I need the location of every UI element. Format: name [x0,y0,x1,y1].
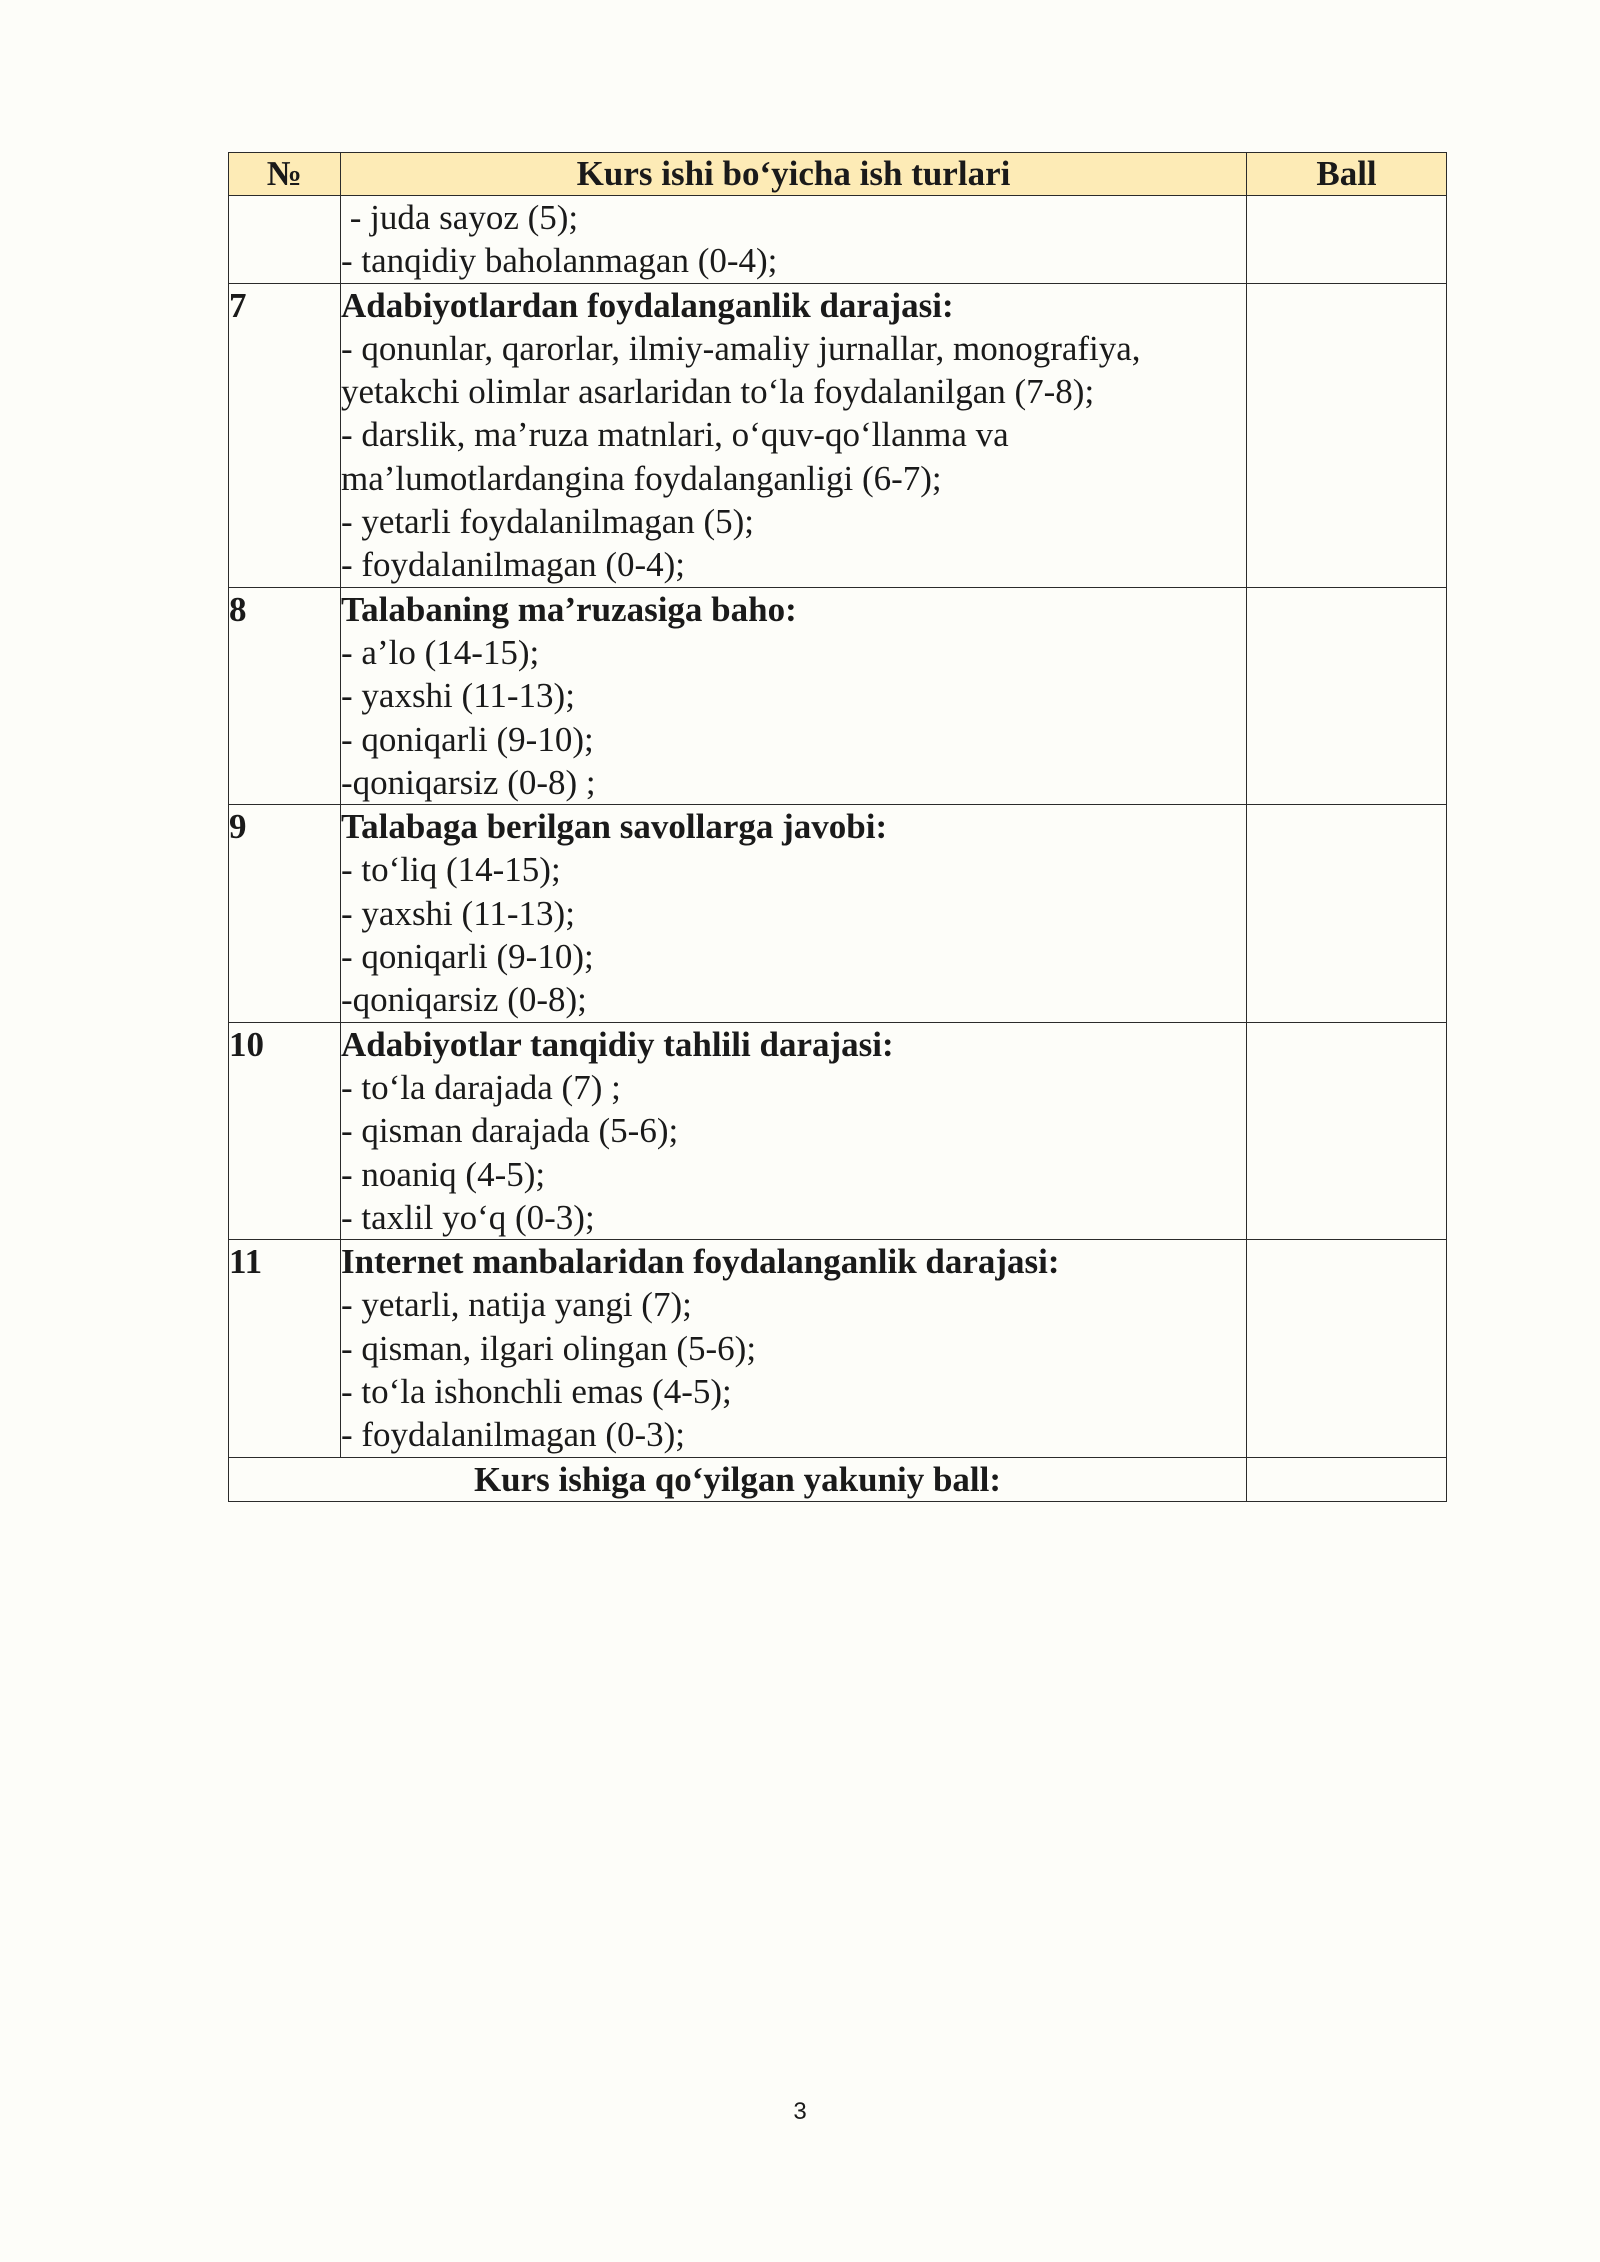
criterion-line: - yetarli foydalanilmagan (5); [341,502,755,542]
header-work-types: Kurs ishi bo‘yicha ish turlari [341,153,1247,196]
table-row [229,805,1447,1022]
header-score: Ball [1247,153,1447,196]
criterion-line: - qoniqarli (9-10); [341,719,594,759]
row-number: 9 [229,805,341,1022]
score-cell [1247,1240,1447,1457]
criterion-line: -qoniqarsiz (0-8) ; [341,762,596,802]
table-row [229,196,1447,284]
criterion-line: - yaxshi (11-13); [341,676,575,716]
criterion-line: - to‘liq (14-15); [341,850,561,890]
table-row [229,1022,1447,1239]
row-number: 8 [229,587,341,804]
criterion-line: - tanqidiy baholanmagan (0-4); [341,241,778,281]
row-description [341,1022,1247,1239]
total-score-cell [1247,1457,1447,1501]
criterion-line: - qisman, ilgari olingan (5-6); [341,1328,757,1368]
total-row [229,1457,1447,1501]
row-description [341,587,1247,804]
criterion-line: - taxlil yo‘q (0-3); [341,1197,595,1237]
criterion-title: Adabiyotlar tanqidiy tahlili darajasi: [341,1024,894,1064]
criterion-title: Adabiyotlardan foydalanganlik darajasi: [341,285,954,325]
table-header-row [229,153,1447,196]
grading-table [228,152,1447,1502]
table-row [229,587,1447,804]
criterion-line: - to‘la darajada (7) ; [341,1067,621,1107]
criterion-line: - qisman darajada (5-6); [341,1111,679,1151]
score-cell [1247,587,1447,804]
criterion-line: - noaniq (4-5); [341,1154,546,1194]
page-number: 3 [793,2098,807,2125]
row-description [341,1240,1247,1457]
row-number [229,196,341,284]
criterion-line: - qonunlar, qarorlar, ilmiy-amaliy jurnallar, monografiya, yetakchi olimlar asarlaridan to‘la foydalanilgan (7-8); [341,328,1150,412]
row-number: 7 [229,283,341,587]
score-cell [1247,1022,1447,1239]
criterion-line: - foydalanilmagan (0-4); [341,545,686,585]
score-cell [1247,283,1447,587]
score-cell [1247,196,1447,284]
total-label: Kurs ishiga qo‘yilgan yakuniy ball: [229,1457,1247,1501]
row-description [341,283,1247,587]
criterion-line: - to‘la ishonchli emas (4-5); [341,1372,732,1412]
criterion-title: Talabaning ma’ruzasiga baho: [341,589,797,629]
criterion-title: Talabaga berilgan savollarga javobi: [341,807,888,847]
criterion-title: Internet manbalaridan foydalanganlik darajasi: [341,1242,1060,1282]
table-row [229,283,1447,587]
criterion-line: - juda sayoz (5); [341,198,579,237]
row-number: 11 [229,1240,341,1457]
row-number: 10 [229,1022,341,1239]
criterion-line: - yaxshi (11-13); [341,893,575,933]
table-row [229,1240,1447,1457]
criterion-line: - yetarli, natija yangi (7); [341,1285,692,1325]
score-cell [1247,805,1447,1022]
criterion-line: - qoniqarli (9-10); [341,937,594,977]
criterion-line: - a’lo (14-15); [341,632,540,672]
row-description [341,805,1247,1022]
criterion-line: - foydalanilmagan (0-3); [341,1415,686,1455]
criterion-line: -qoniqarsiz (0-8); [341,980,587,1020]
header-number: № [229,153,341,196]
row-description [341,196,1247,284]
criterion-line: - darslik, ma’ruza matnlari, o‘quv-qo‘llanma va ma’lumotlardangina foydalanganligi (6-7); [341,415,1018,498]
